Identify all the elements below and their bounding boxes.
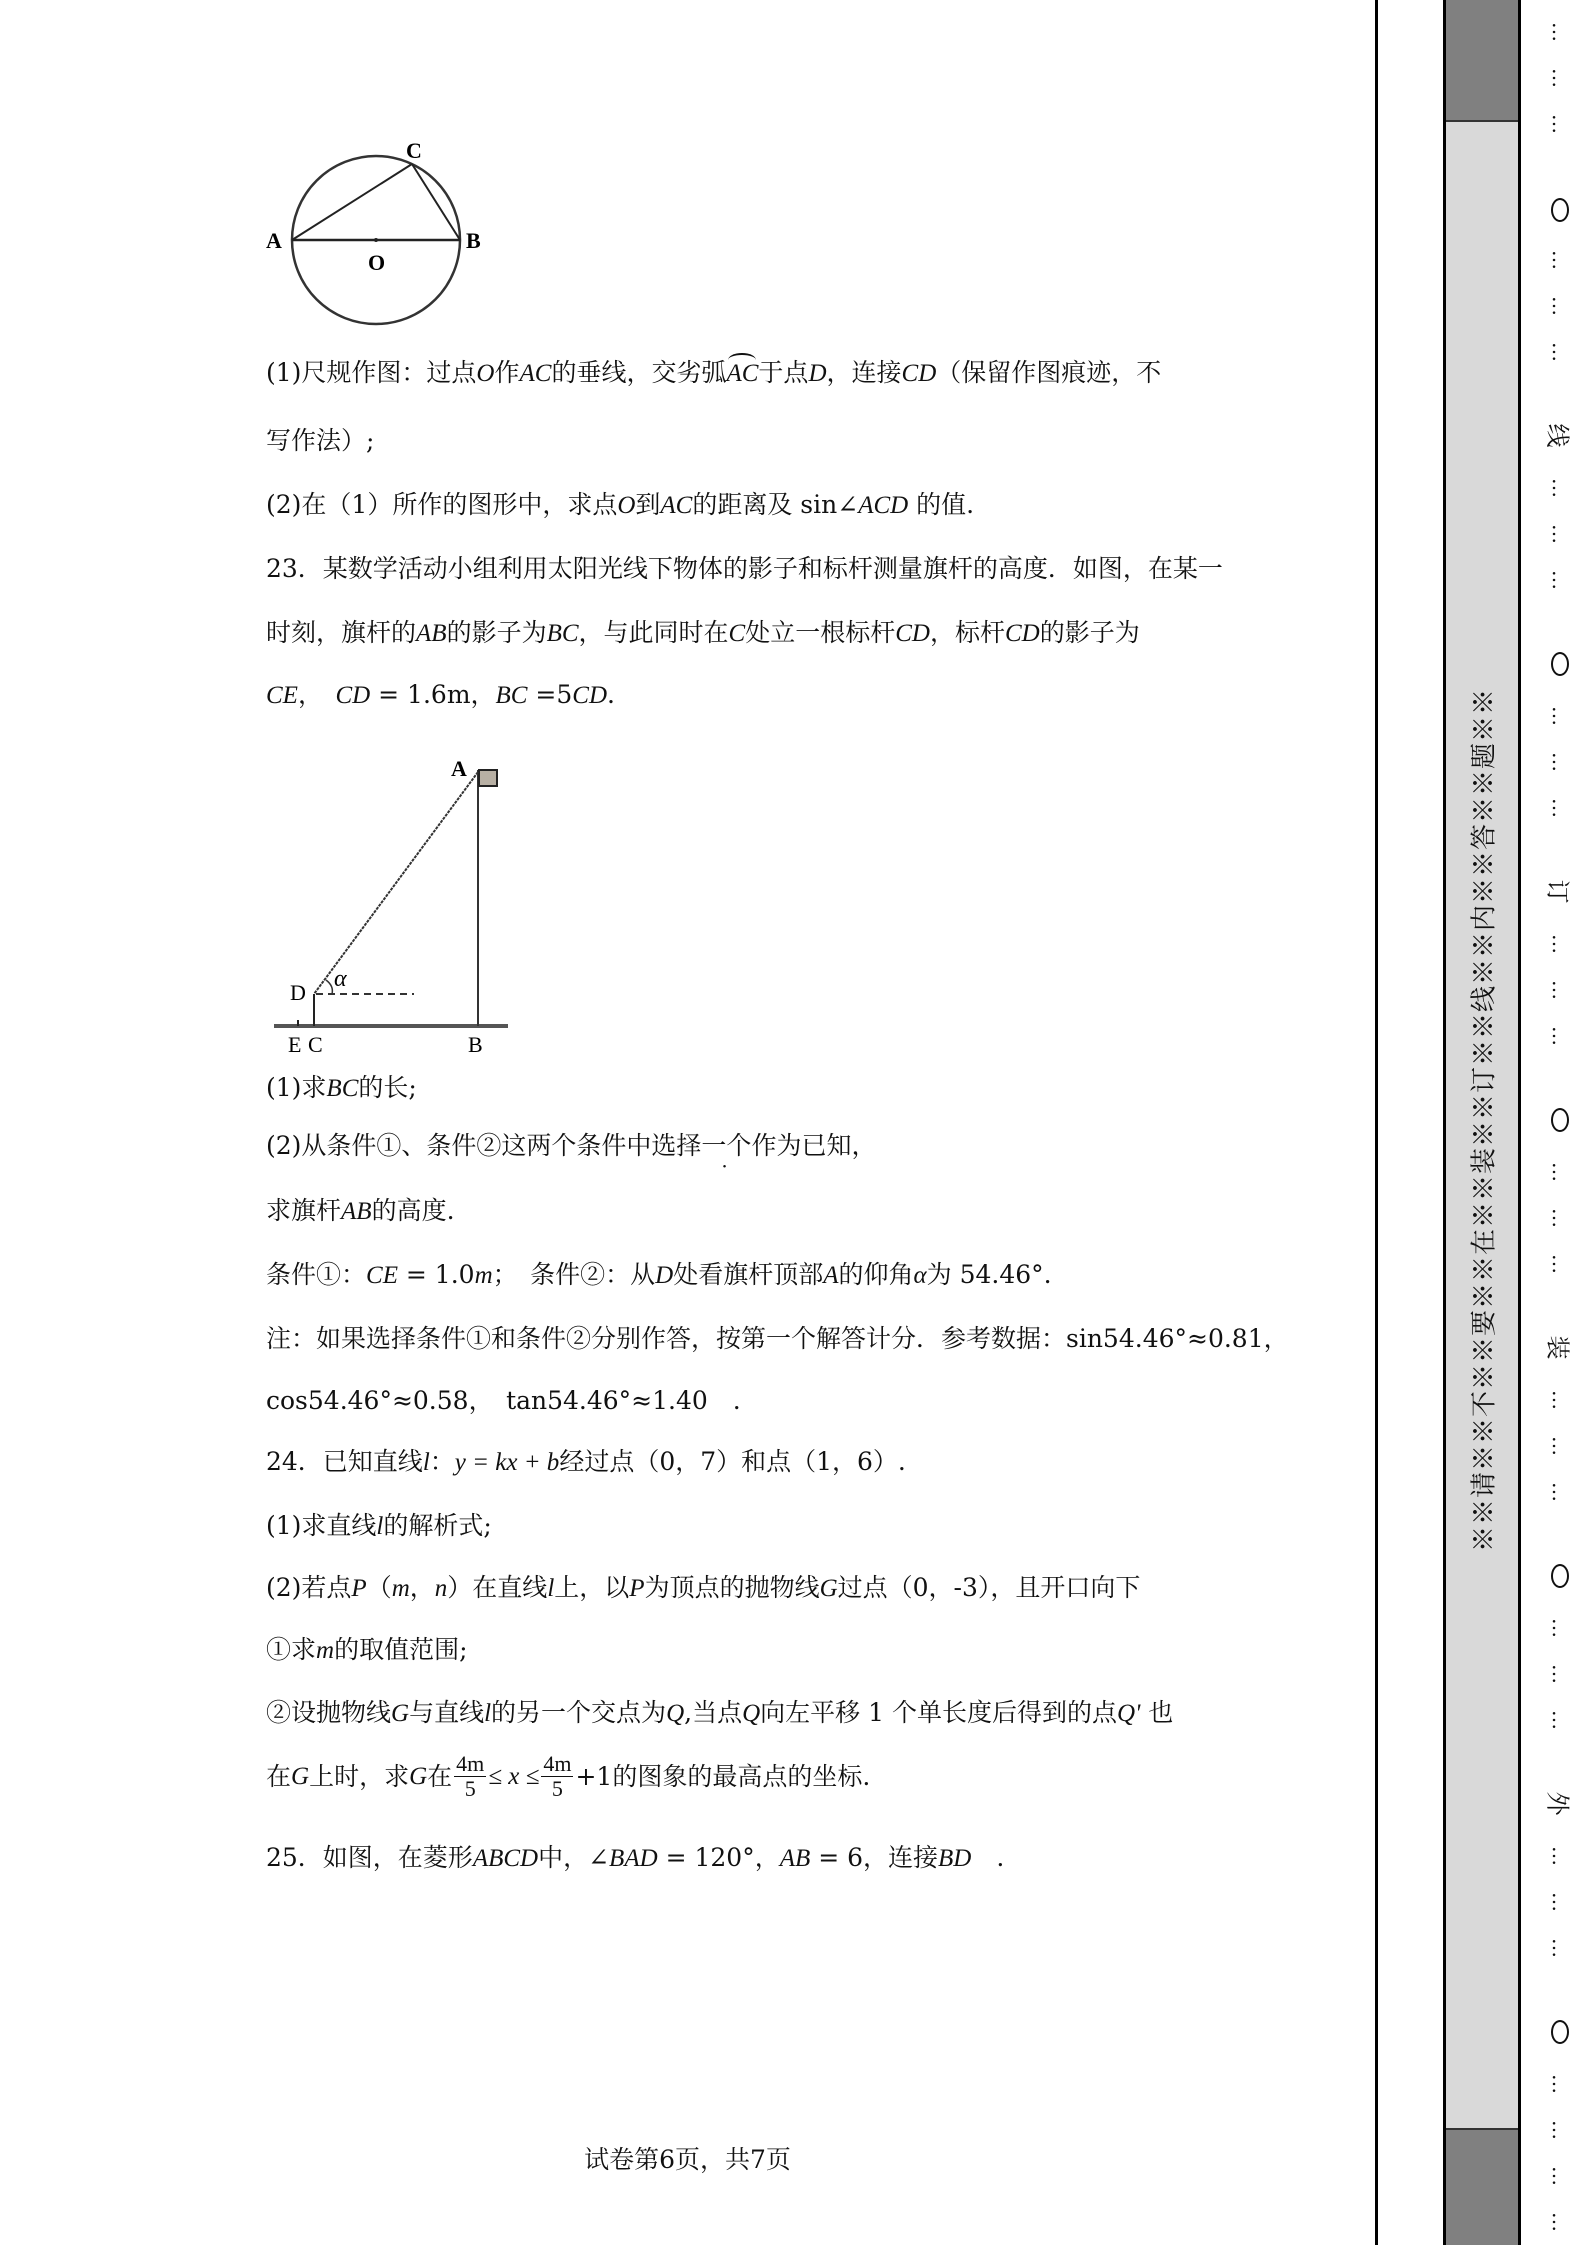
q24-sub1: ①求m的取值范围; [266, 1635, 468, 1664]
page-footer: 试卷第6页，共7页 [584, 2145, 791, 2174]
emphasis-one: 一个 [701, 1131, 752, 1160]
mark-outside: 外 [1543, 1791, 1572, 1816]
circle-mark [1551, 1108, 1569, 1132]
label-D: D [290, 980, 306, 1005]
strip-bottom-block [1446, 2128, 1518, 2245]
q24-stem: 24．已知直线l：y = kx + b经过点（0，7）和点（1，6）. [266, 1447, 906, 1476]
label-A: A [266, 228, 282, 253]
label-A: A [451, 756, 467, 781]
q22-part2: (2)在（1）所作的图形中，求点O到AC的距离及 sin∠ACD 的值. [266, 490, 975, 519]
binding-strip [1443, 0, 1521, 2245]
label-C: C [406, 140, 422, 163]
circle-mark [1551, 1564, 1569, 1588]
q23-stem-line1: 23．某数学活动小组利用太阳光线下物体的影子和标杆测量旗杆的高度．如图，在某一 [266, 554, 1223, 583]
mark-line: 线 [1543, 423, 1572, 448]
circle-mark [1551, 2020, 1569, 2044]
q22-part1-line2: 写作法）; [266, 426, 375, 455]
q23-part2-line2: 求旗杆AB的高度. [266, 1196, 455, 1225]
seal-line: … … … … … … 线 … … … … … … 订 … … … … … … 装 … … … … … … 外 … … … … … … … [1540, 0, 1580, 2245]
label-B: B [468, 1032, 483, 1057]
label-C: C [308, 1032, 323, 1057]
q24-sub2-line2: 在 G 上时，求 G 在 $\frac{4m}{5}$ ≤ x ≤ $\frac{4m}{5}$ +1的图象的最高点的坐标. [266, 1751, 871, 1802]
q25-stem: 25．如图，在菱形ABCD中，∠BAD = 120°，AB = 6，连接BD . [266, 1843, 1005, 1872]
label-E: E [288, 1032, 302, 1057]
label-B: B [466, 228, 481, 253]
q24-part2: (2)若点P（m，n）在直线l上，以P为顶点的抛物线G过点（0，-3），且开口向下 [266, 1573, 1141, 1602]
q23-conditions: 条件①：CE = 1.0m； 条件②：从D处看旗杆顶部A的仰角α为 54.46°. [266, 1260, 1052, 1289]
mark-pack: 装 [1543, 1335, 1572, 1360]
q23-part2: (2)从条件①、条件②这两个条件中选择一个作为已知， [266, 1131, 877, 1160]
q22-part1: (1)尺规作图：过点O作AC的垂线，交劣弧AC于点D，连接CD（保留作图痕迹，不 [266, 358, 1162, 387]
label-O: O [368, 250, 386, 275]
figure-flagpole [266, 750, 526, 1060]
exam-page-content [266, 0, 1326, 2245]
circle-mark [1551, 652, 1569, 676]
q23-part1: (1)求BC的长; [266, 1073, 417, 1102]
q23-note-line1: 注：如果选择条件①和条件②分别作答，按第一个解答计分．参考数据：sin54.46°≈0.81， [266, 1324, 1289, 1353]
q24-part1: (1)求直线l的解析式; [266, 1511, 492, 1540]
binding-warning-text: ※※请※※不※※要※※在※※装※※订※※线※※内※※答※※题※※ [1469, 687, 1500, 1553]
q24-sub2: ②设抛物线G与直线l的另一个交点为Q,当点Q向左平移 1 个单长度后得到的点Q' 也 [266, 1698, 1174, 1727]
strip-top-block [1446, 0, 1518, 122]
margin-border [1375, 0, 1378, 2245]
label-alpha: α [334, 966, 347, 992]
circle-mark [1551, 198, 1569, 222]
q23-note-line2: cos54.46°≈0.58， tan54.46°≈1.40 . [266, 1386, 741, 1415]
mark-bind: 订 [1543, 879, 1572, 904]
fraction-4m-over-5: $\frac{4m}{5}$ [456, 1751, 485, 1802]
fraction-4m-over-5: $\frac{4m}{5}$ [543, 1751, 572, 1802]
arc-AC: AC [726, 357, 758, 386]
q23-stem-line2: 时刻，旗杆的AB的影子为BC，与此同时在C处立一根标杆CD，标杆CD的影子为 [266, 618, 1140, 647]
figure-circle-abc [266, 140, 506, 340]
q23-stem-line3: CE， CD = 1.6m，BC =5CD. [266, 680, 615, 709]
